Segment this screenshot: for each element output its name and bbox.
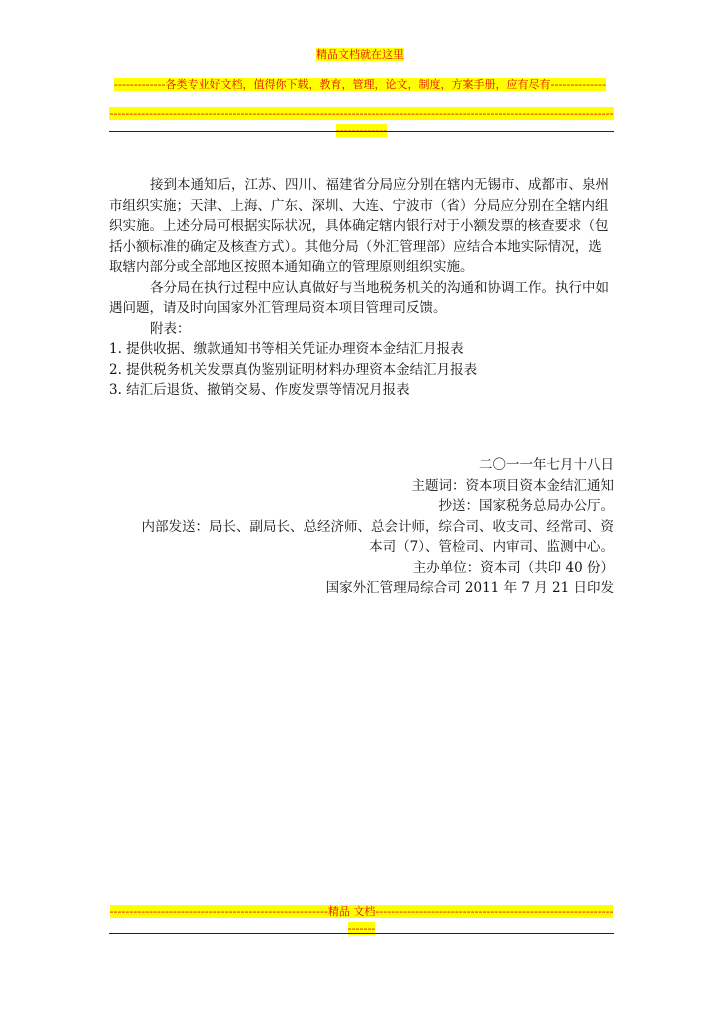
header-dash-text: -------------------------------------------------------------------------------------------------------------------------------------------- [109,107,614,137]
header-title-text: 精品文档就在这里 [316,48,404,61]
document-body [109,175,614,401]
cc-line: 抄送：国家税务总局办公厅。 [438,498,614,514]
attachments-label: 附表： [150,320,191,337]
closing-block [109,455,614,599]
print-line: 国家外汇管理局综合司 2011 年 7 月 21 日印发 [325,580,614,596]
attachment-item-3: 3. 结汇后退货、撤销交易、作废发票等情况月报表 [109,382,410,398]
organizer-line: 主办单位：资本司（共印 40 份） [412,559,614,576]
paragraph-coordination: 各分局在执行过程中应认真做好与当地税务机关的沟通和协调工作。执行中如遇问题，请及时向国家外汇管理局资本项目管理司反馈。 [109,279,609,316]
header-divider [109,131,614,132]
attachment-item-1: 1. 提供收据、缴款通知书等相关凭证办理资本金结汇月报表 [109,341,464,357]
internal-distribution-cont: 本司（7）、管检司、内审司、监测中心。 [369,539,614,555]
attachment-item-2: 2. 提供税务机关发票真伪鉴别证明材料办理资本金结汇月报表 [109,361,478,378]
footer-line-text: -------------------------------------------------------精品 文档------------------------------------------------------------------- [109,905,614,935]
footer-line [109,902,614,936]
header-tagline [0,73,720,92]
header-dash-line [109,104,614,138]
header-tagline-text: -------------各类专业好文档，值得你下载，教育，管理，论文，制度，方案手册，应有尽有-------------- [113,78,607,91]
subject-keywords: 主题词：资本项目资本金结汇通知 [411,477,614,494]
issue-date: 二〇一一年七月十八日 [479,457,614,473]
internal-distribution: 内部发送：局长、副局长、总经济师、总会计师，综合司、收支司、经常司、资 [141,518,614,535]
footer-divider [109,933,614,934]
paragraph-implementation: 接到本通知后，江苏、四川、福建省分局应分别在辖内无锡市、成都市、泉州市组织实施；天津、上海、广东、深圳、大连、宁波市（省）分局应分别在全辖内组织实施。上述分局可根据实际状况，具体确定辖内银行对于小额发票的核查要求（包括小额标准的确定及核查方式）。其他分局（外汇管理部）应结合本地实际情况，选取辖内部分或全部地区按照本通知确立的管理原则组织实施。 [109,177,609,275]
header-title [0,43,720,62]
